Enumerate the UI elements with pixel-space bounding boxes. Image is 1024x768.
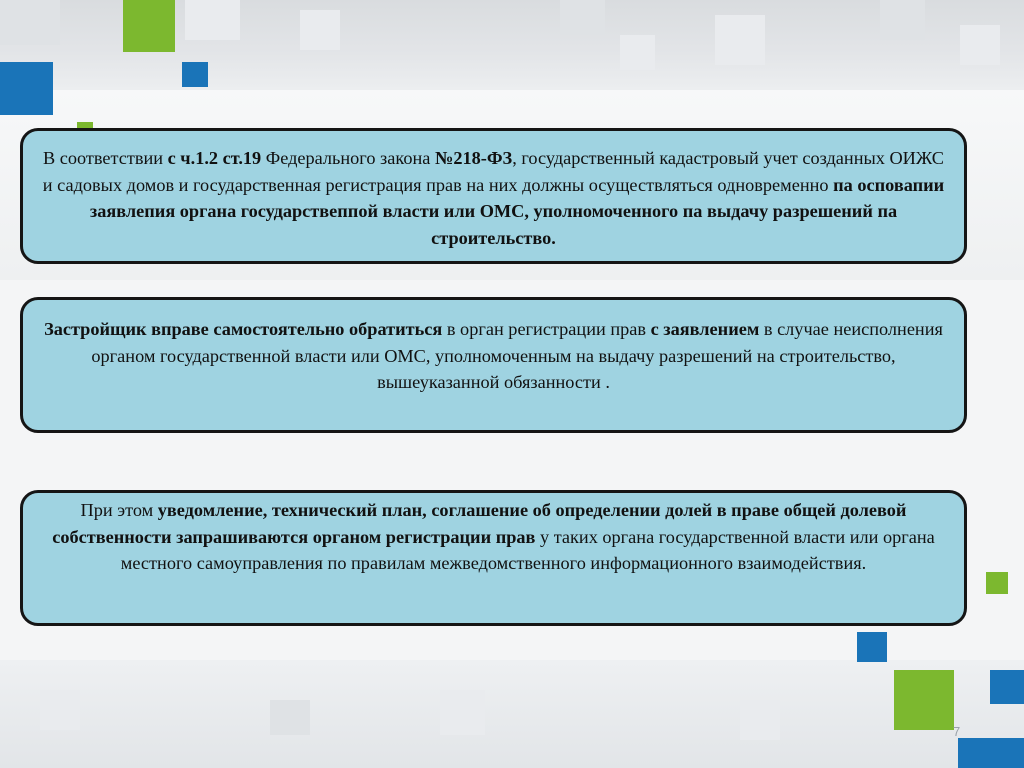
bold-text-segment: уведомление, технический план, соглашение об определении долей в праве общей долевой собственности запрашиваются органом регистрации прав [52, 500, 907, 547]
decor-square [40, 690, 80, 730]
blue-square-left [0, 62, 53, 115]
green-square-top [123, 0, 175, 52]
bold-text-segment: Застройщик вправе самостоятельно обратиться [44, 319, 443, 339]
decor-square [880, 0, 925, 40]
page-number: 7 [953, 724, 961, 739]
decor-square [270, 700, 310, 735]
decor-square [715, 15, 765, 65]
text-segment: В соответствии [42, 148, 168, 168]
footer-band [0, 660, 1024, 768]
text-segment: Федерального закона [261, 148, 435, 168]
text-segment: у таких органа государственной власти или органа местного самоуправления по правилам межведомственного информационного взаимодействия. [120, 526, 935, 573]
decor-square [620, 35, 655, 70]
decor-square [185, 0, 240, 40]
text-segment: в орган регистрации прав [442, 319, 651, 339]
decor-square [960, 25, 1000, 65]
bold-text-segment: па осповапии заявлепия органа государствеппой власти или ОМС, уполномоченного па выдачу разрешений па строительство. [89, 174, 945, 248]
blue-square-corner [990, 670, 1024, 704]
text-box-2 [20, 297, 967, 433]
text-box-1 [20, 128, 967, 264]
blue-square-small [182, 62, 208, 87]
text-box-1-content [37, 145, 950, 251]
decor-square [740, 700, 780, 740]
text-segment: , государственный кадастровый учет созданных ОИЖС и садовых домов и государственная регистрация прав на них должны осуществляться одновременно [42, 148, 944, 195]
blue-square-bottom-right [958, 738, 1024, 768]
decor-square [440, 690, 485, 735]
green-square-right [986, 572, 1008, 594]
blue-square-bottom [857, 632, 887, 662]
bold-text-segment: №218-ФЗ [434, 148, 513, 168]
text-box-3-content [37, 497, 950, 577]
text-segment: При этом [80, 500, 158, 520]
text-box-2-content [37, 316, 950, 396]
bold-text-segment: с ч.1.2 ст.19 [167, 148, 262, 168]
decor-square [0, 0, 60, 45]
bold-text-segment: с заявлением [650, 319, 760, 339]
green-square-bottom [894, 670, 954, 730]
decor-square [300, 10, 340, 50]
text-box-3 [20, 490, 967, 626]
decor-square [560, 0, 605, 35]
text-segment: в случае неисполнения органом государственной власти или ОМС, уполномоченным на выдачу разрешений на строительство, вышеуказанной обязанности . [91, 319, 943, 392]
